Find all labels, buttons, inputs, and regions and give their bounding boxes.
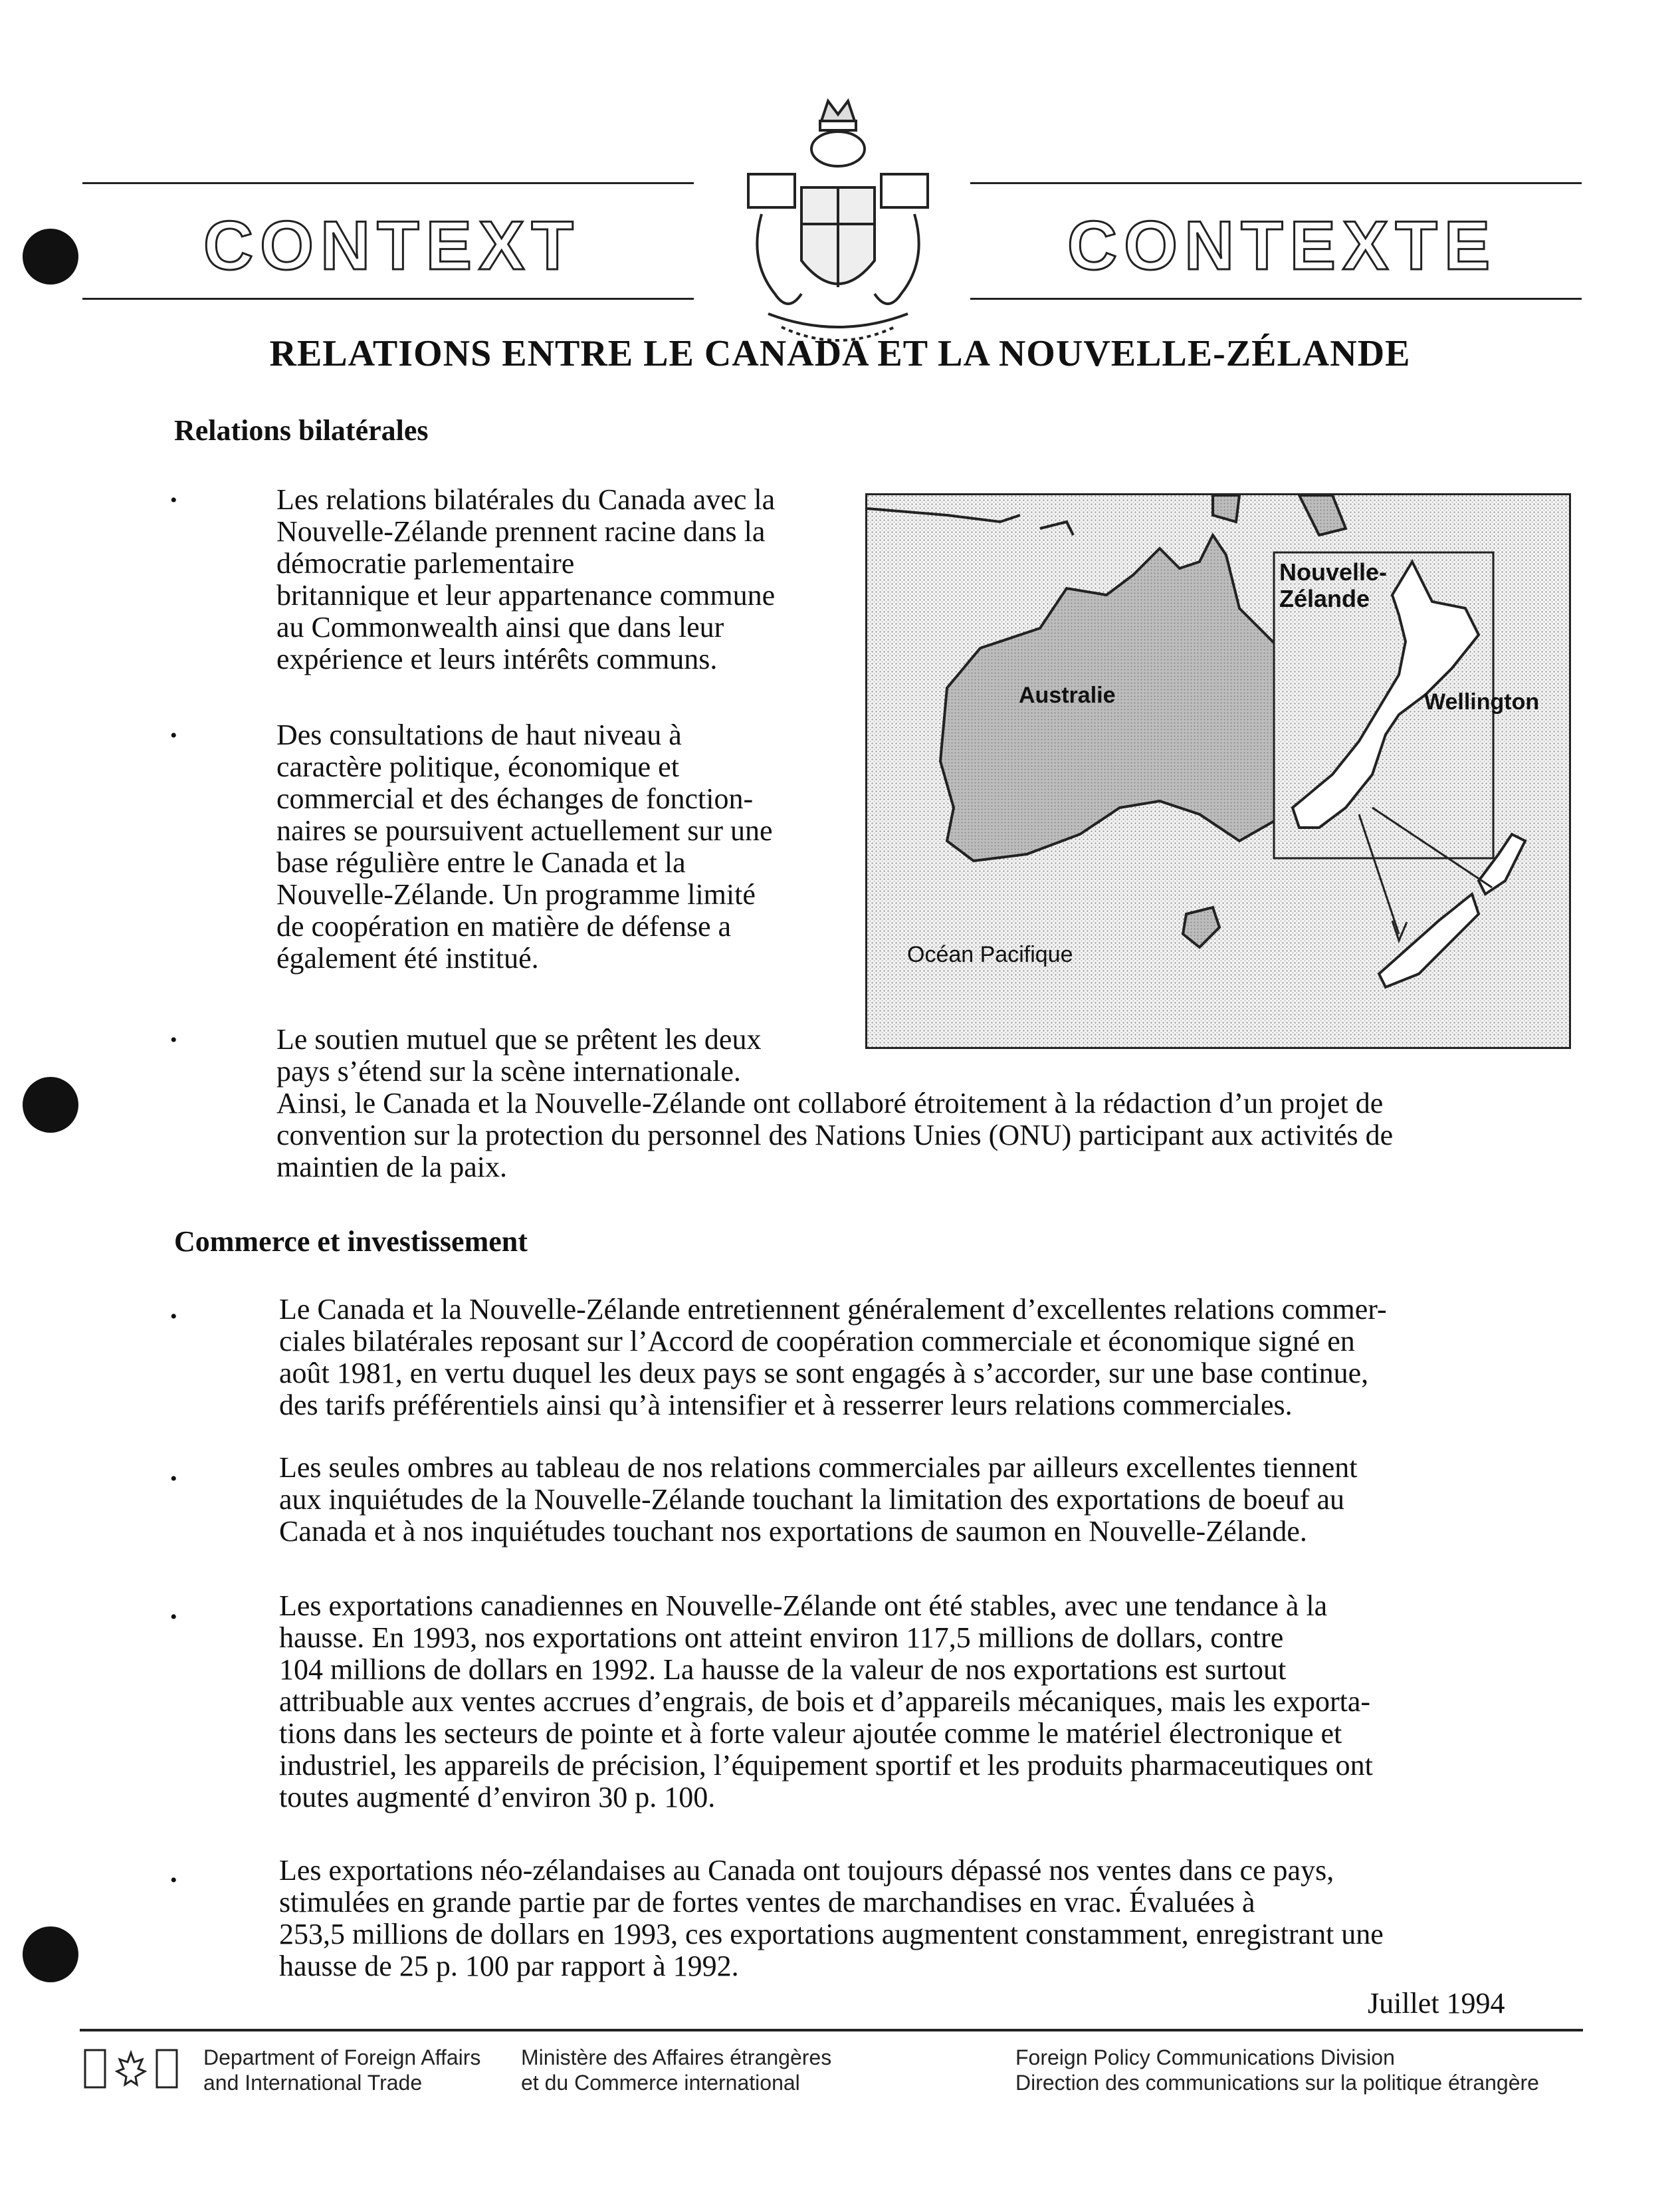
map-label-australia: Australie [1019,683,1116,708]
coat-of-arms-icon [735,94,941,354]
section-heading-bilateral: Relations bilatérales [174,414,429,447]
context-word: CONTEXT [203,207,580,285]
page-title: RELATIONS ENTRE LE CANADA ET LA NOUVELLE-ZÉLANDE [269,333,1411,374]
footer-division: Foreign Policy Communications Division Direction des communications sur la politique étrangère [1015,2045,1539,2095]
punch-hole-bottom [23,1926,78,1982]
header-rule-left-bottom [82,298,694,300]
document-date: Juillet 1994 [1368,1987,1505,2020]
paragraph-trade-4: Les exportations néo-zélandaises au Canada ont toujours dépassé nos ventes dans ce pays, stimulées en grande partie par de fortes ventes de marchandises en vrac. Évaluées à 253,5 millions de dollars en 1993, ces exportations augmentent constamment, enregistrant une hausse de 25 p. 100 par rapport à 1992. [279,1854,1384,1982]
canada-wordmark-icon [82,2047,179,2090]
header-rule-right-bottom [970,298,1582,300]
bullet-marker: • [170,1869,177,1891]
footer-dept-fr: Ministère des Affaires étrangères et du Commerce international [521,2045,832,2095]
bullet-marker: • [170,725,177,747]
bullet-marker: • [170,1468,177,1490]
paragraph-bilateral-3: Le soutien mutuel que se prêtent les deux pays s’étend sur la scène internationale. Ainsi, le Canada et la Nouvelle-Zélande ont collaboré étroitement à la rédaction d’un projet de convention sur la protection du personnel des Nations Unies (ONU) participant aux activités de maintien de la paix. [276,1023,1394,1183]
paragraph-trade-1: Le Canada et la Nouvelle-Zélande entretiennent généralement d’excellentes relations commer- ciales bilatérales reposant sur l’Accord de coopération commerciale et économique signé en août 1981, en vertu duquel les deux pays se sont engagés à s’accorder, sur une base continue, des tarifs préférentiels ainsi qu’à intensifier et à resserrer leurs relations commerciales. [279,1293,1387,1421]
paragraph-trade-3: Les exportations canadiennes en Nouvelle-Zélande ont été stables, avec une tendance à la hausse. En 1993, nos exportations ont atteint environ 117,5 millions de dollars, contre 104 millions de dollars en 1992. La hausse de la valeur de nos exportations est surtout attribuable aux ventes accrues d’engrais, de bois et d’appareils mécaniques, mais les exporta- tions dans les secteurs de pointe et à forte valeur ajoutée comme le matériel électronique et industriel, les appareils de précision, l’équipement sportif et les produits pharmaceutiques ont toutes augmenté d’environ 30 p. 100. [279,1589,1373,1813]
section-heading-trade: Commerce et investissement [174,1225,528,1258]
map-label-new-zealand: Nouvelle- Zélande [1279,558,1388,612]
bullet-marker: • [170,489,177,511]
bullet-marker: • [170,1029,177,1051]
footer-dept-en: Department of Foreign Affairs and International Trade [203,2045,481,2095]
bullet-marker: • [170,1306,177,1328]
map-label-wellington: Wellington [1424,689,1540,715]
bullet-marker: • [170,1606,177,1628]
paragraph-bilateral-1: Les relations bilatérales du Canada avec la Nouvelle-Zélande prennent racine dans la démocratie parlementaire britannique et leur appartenance commune au Commonwealth ainsi que dans leur expérience et leurs intérêts communs. [276,483,776,675]
header-rule-left-top [82,182,694,184]
punch-hole-middle [23,1077,78,1133]
header-rule-right-top [970,182,1582,184]
map-label-ocean: Océan Pacifique [907,942,1073,967]
paragraph-trade-2: Les seules ombres au tableau de nos relations commerciales par ailleurs excellentes tiennent aux inquiétudes de la Nouvelle-Zélande touchant la limitation des exportations de boeuf au Canada et à nos inquiétudes touchant nos exportations de saumon en Nouvelle-Zélande. [279,1451,1358,1548]
punch-hole-top [23,229,78,285]
paragraph-bilateral-2: Des consultations de haut niveau à caractère politique, économique et commercial et des échanges de fonction- naires se poursuivent actuellement sur une base régulière entre le Canada et la Nouvelle-Zélande. Un programme limité de coopération en matière de défense a également été institué. [276,719,773,975]
map-figure [865,493,1571,1049]
footer-rule [80,2029,1583,2031]
contexte-word: CONTEXTE [1067,207,1497,285]
